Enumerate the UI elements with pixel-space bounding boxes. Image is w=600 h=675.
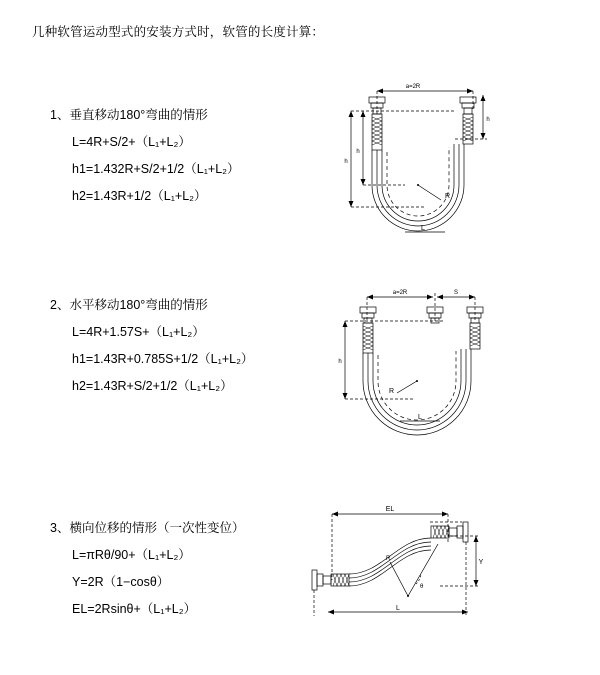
section-1-formula-1: L=4R+S/2+（L₁+L₂）: [72, 135, 191, 149]
page-title: 几种软管运动型式的安装方式时，软管的长度计算：: [32, 25, 325, 39]
fig1-label-h: h: [486, 117, 490, 123]
fig1-label-length: L: [421, 225, 425, 232]
lateral-offset-diagram: [290, 500, 490, 640]
section-2-heading: 2、水平移动180°弯曲的情形: [50, 298, 208, 312]
fig1-label-h2: h: [344, 159, 348, 165]
fig3-label-el: EL: [385, 506, 395, 513]
section-3-text: [50, 518, 305, 626]
fig2-label-length: L: [418, 414, 422, 421]
section-1-formula-2: h1=1.432R+S/2+1/2（L₁+L₂）: [72, 162, 240, 176]
fig1-label-h1: h: [356, 149, 360, 155]
fig3-label-length: L: [396, 605, 400, 612]
section-3-formula-2: Y=2R（1−cosθ）: [72, 575, 170, 589]
section-2-formula-1: L=4R+1.57S+（L₁+L₂）: [72, 325, 205, 339]
vertical-180-bend-diagram: [305, 67, 495, 267]
section-3-formula-3: EL=2Rsinθ+（L₁+L₂）: [72, 602, 197, 616]
fig2-label-h: h: [338, 359, 342, 365]
section-3-formula-1: L=πRθ/90+（L₁+L₂）: [72, 548, 191, 562]
fig3-label-radius: R: [386, 556, 391, 562]
fig3-label-y: Y: [478, 559, 484, 566]
section-1-formula-3: h2=1.43R+1/2（L₁+L₂）: [72, 189, 207, 203]
fig1-label-top-dim: a=2R: [405, 84, 421, 90]
section-2-formula-3: h2=1.43R+S/2+1/2（L₁+L₂）: [72, 379, 233, 393]
fig2-label-top-dim2: S: [453, 290, 459, 296]
fig2-label-radius: R: [389, 388, 395, 395]
fig3-label-angle: θ: [420, 584, 424, 590]
fig1-label-radius: R: [445, 193, 451, 200]
section-1-text: [50, 105, 305, 213]
section-3-heading: 3、横向位移的情形（一次性变位）: [50, 521, 245, 535]
horizontal-180-bend-diagram: [305, 281, 495, 461]
section-2-formula-2: h1=1.43R+0.785S+1/2（L₁+L₂）: [72, 352, 254, 366]
fig2-label-top-dim: a=2R: [392, 290, 408, 296]
section-1-heading: 1、垂直移动180°弯曲的情形: [50, 108, 208, 122]
section-2-text: [50, 295, 305, 403]
